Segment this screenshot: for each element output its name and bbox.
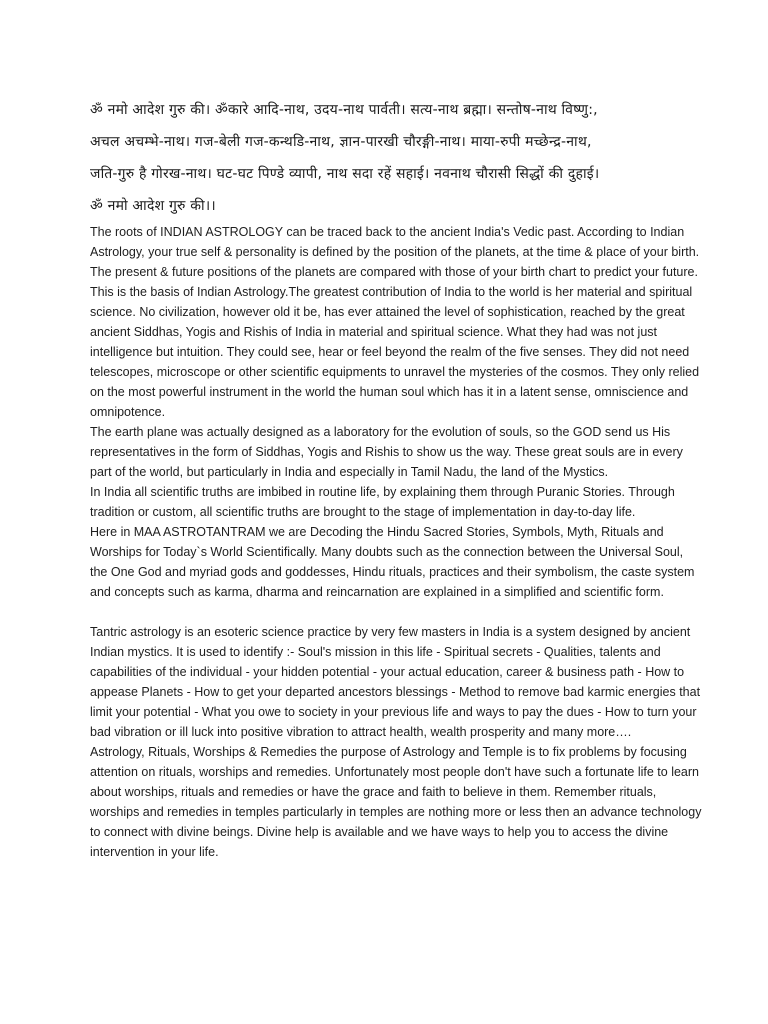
sanskrit-mantra <box>90 94 702 222</box>
paragraph-scientific-truths: In India all scientific truths are imbibed in routine life, by explaining them through Puranic Stories. Through tradition or custom, all scientific truths are brought to the stage of implementation in day-to-day life. <box>90 485 675 519</box>
paragraph-tantric-astrology: Tantric astrology is an esoteric science practice by very few masters in India is a system designed by ancient Indian mystics. It is used to identify :- Soul's mission in this life - Spiritual secrets - Qualities, talents and capabilities of the individual - your hidden potential - your actual education, career & business path - How to appease Planets - How to get your departed ancestors blessings - Method to remove bad karmic energies that limit your potential - What you owe to society in your previous life and ways to pay the dues - How to turn your bad vibration or ill luck into positive vibration to attract health, wealth prosperity and many more…. <box>90 625 701 739</box>
mantra-line-4: ॐ नमो आदेश गुरु की।। <box>90 198 216 214</box>
paragraph-indian-astrology-roots: The roots of INDIAN ASTROLOGY can be traced back to the ancient India's Vedic past. According to Indian Astrology, your true self & personality is defined by the position of the planets, at the time & place of your birth. The present & future positions of the planets are compared with those of your birth chart to predict your future. This is the basis of Indian Astrology.The greatest contribution of India to the world is her material and spiritual science. No civilization, however old it be, has ever attained the level of sophistication, reached by the great ancient Siddhas, Yogis and Rishis of India in material and spiritual science. What they had was not just intelligence but intuition. They could see, hear or feel beyond the realm of the five senses. They did not need telescopes, microscope or other scientific equipments to unravel the mysteries of the cosmos. They only relied on the most powerful instrument in the world the human soul which has it in a latent sense, omniscience and omnipotence. <box>90 225 700 419</box>
paragraph-spacer <box>90 602 702 622</box>
paragraph-earth-plane: The earth plane was actually designed as a laboratory for the evolution of souls, so the GOD send us His representatives in the form of Siddhas, Yogis and Rishis to show us the way. These great souls are in every part of the world, but particularly in India and especially in Tamil Nadu, the land of the Mystics. <box>90 425 683 479</box>
paragraph-rituals-remedies: Astrology, Rituals, Worships & Remedies the purpose of Astrology and Temple is to fix problems by focusing attention on rituals, worships and remedies. Unfortunately most people don't have such a fortunate life to learn about worships, rituals and remedies or have the grace and faith to believe in them. Remember rituals, worships and remedies in temples particularly in temples are nothing more or less then an advance technology to connect with divine beings. Divine help is available and we have ways to help you to access the divine intervention in your life. <box>90 745 702 859</box>
mantra-line-1: ॐ नमो आदेश गुरु की। ॐकारे आदि-नाथ, उदय-नाथ पार्वती। सत्य-नाथ ब्रह्मा। सन्तोष-नाथ विष्णु:, <box>90 102 598 118</box>
article-body <box>90 222 702 862</box>
mantra-line-3: जति-गुरु है गोरख-नाथ। घट-घट पिण्डे व्यापी, नाथ सदा रहें सहाई। नवनाथ चौरासी सिद्धों की दुहाई। <box>90 166 600 182</box>
paragraph-maa-astrotantram: Here in MAA ASTROTANTRAM we are Decoding the Hindu Sacred Stories, Symbols, Myth, Rituals and Worships for Today`s World Scientifically. Many doubts such as the connection between the Universal Soul, the One God and myriad gods and goddesses, Hindu rituals, practices and their symbolism, the caste system and concepts such as karma, dharma and reincarnation are explained in a simplified and scientific form. <box>90 525 695 599</box>
mantra-line-2: अचल अचम्भे-नाथ। गज-बेली गज-कन्थडि-नाथ, ज्ञान-पारखी चौरङ्गी-नाथ। माया-रुपी मच्छेन्द्र-नाथ, <box>90 134 592 150</box>
